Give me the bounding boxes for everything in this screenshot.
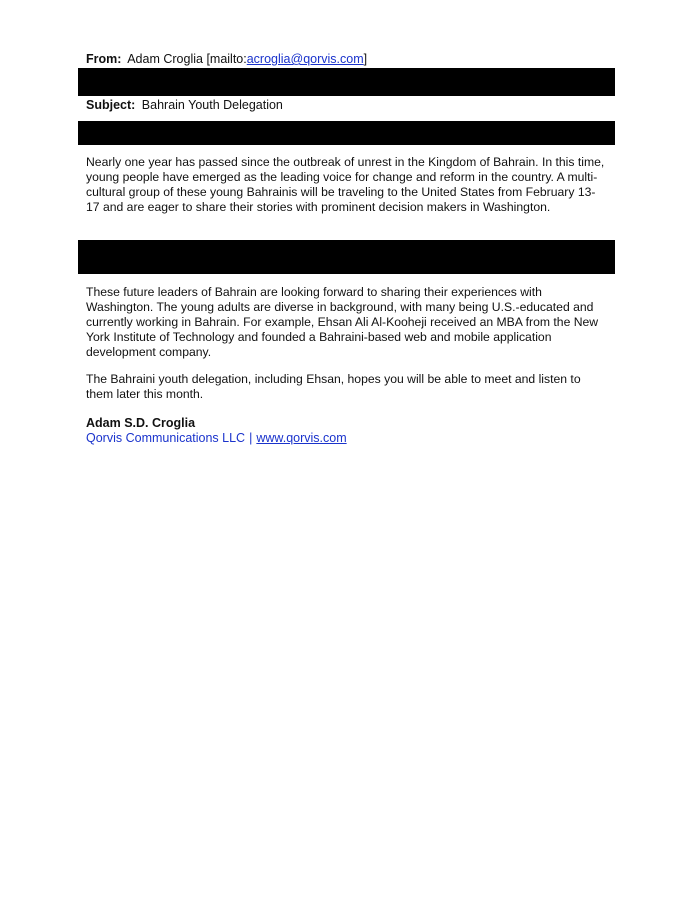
subject-label: Subject: bbox=[86, 98, 136, 112]
body-paragraph: The Bahraini youth delegation, including Ehsan, hopes you will be able to meet and listen to them later this month. bbox=[86, 372, 581, 401]
signature-name: Adam S.D. Croglia bbox=[86, 416, 196, 430]
from-line bbox=[86, 51, 367, 67]
body-paragraph: Nearly one year has passed since the outbreak of unrest in the Kingdom of Bahrain. In this time, young people have emerged as the leading voice for change and reform in the country. A multi-cultural group of these young Bahrainis will be traveling to the United States from February 13-17 and are eager to share their stories with prominent decision makers in Washington. bbox=[86, 155, 605, 214]
redaction-bar bbox=[78, 68, 615, 96]
mailto-link[interactable]: acroglia@qorvis.com bbox=[246, 52, 364, 66]
redaction-bar bbox=[78, 240, 615, 274]
mailto-suffix: ] bbox=[363, 52, 368, 66]
from-name: Adam Croglia bbox=[127, 52, 203, 66]
redaction-bar bbox=[78, 121, 615, 145]
mailto-prefix: [mailto: bbox=[206, 52, 247, 66]
subject-text: Bahrain Youth Delegation bbox=[141, 98, 283, 112]
subject-line bbox=[86, 97, 283, 113]
from-label: From: bbox=[86, 52, 122, 66]
signature-separator: | bbox=[249, 431, 253, 445]
signature-company-line bbox=[86, 430, 347, 446]
website-link[interactable]: www.qorvis.com bbox=[256, 431, 347, 445]
signature-company: Qorvis Communications LLC bbox=[86, 431, 246, 445]
body-paragraph: These future leaders of Bahrain are looking forward to sharing their experiences with Washington. The young adults are diverse in background, with many being U.S.-educated and currently working in Bahrain. For example, Ehsan Ali Al-Kooheji received an MBA from the New York Institute of Technology and founded a Bahraini-based web and mobile application development company. bbox=[86, 285, 599, 359]
